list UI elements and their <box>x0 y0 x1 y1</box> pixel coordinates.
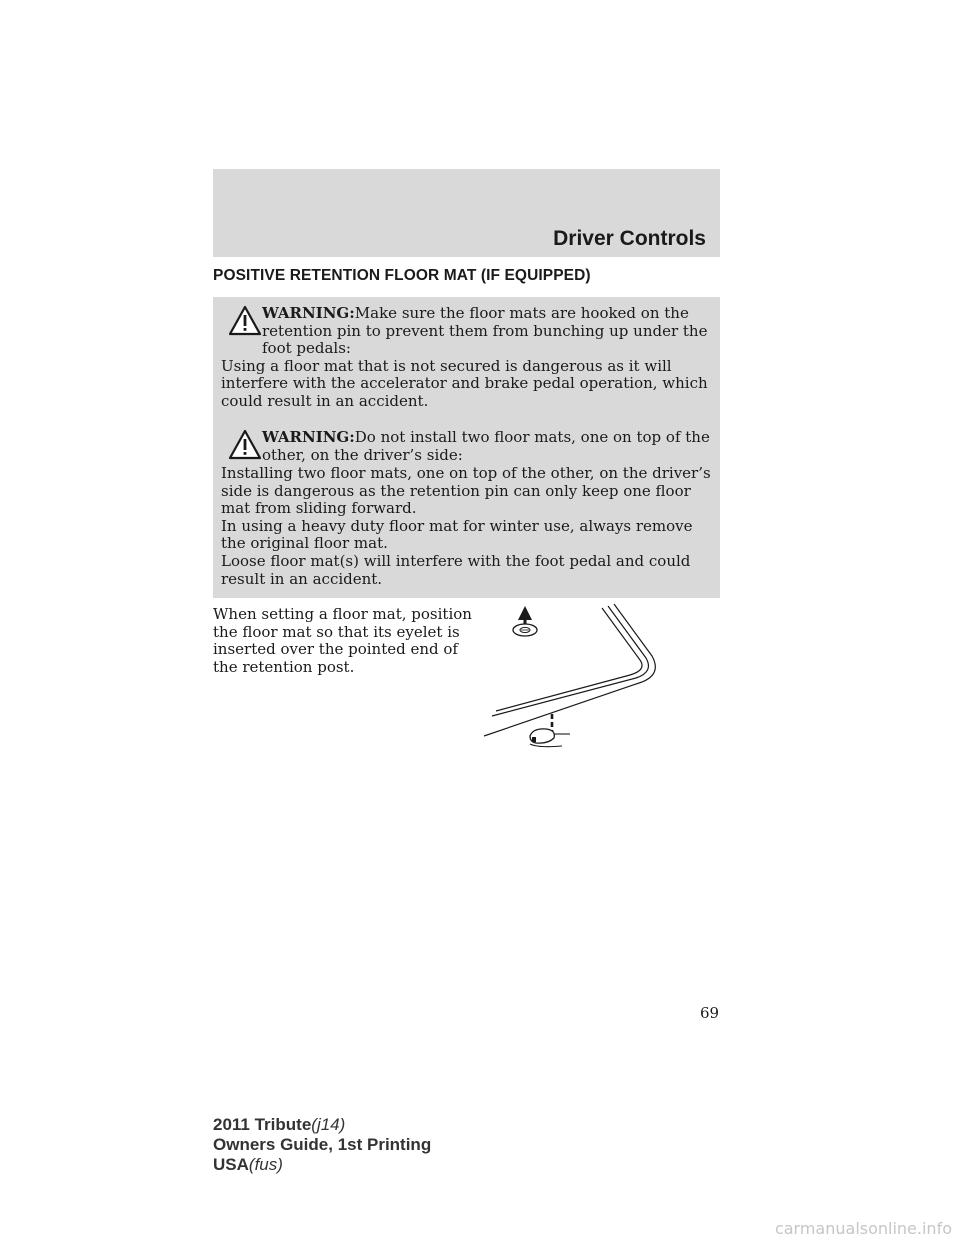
header-band <box>213 169 720 257</box>
floor-mat-illustration <box>478 598 678 758</box>
print-footer <box>213 1115 431 1175</box>
footer-printing: Owners Guide, 1st Printing <box>213 1135 432 1154</box>
section-title: Driver Controls <box>553 227 706 250</box>
footer-market: USA <box>213 1155 249 1174</box>
footer-market-code: (fus) <box>248 1155 283 1174</box>
footer-code: (j14) <box>311 1115 346 1134</box>
warning-box-1 <box>213 297 720 421</box>
warning-label: WARNING: <box>262 428 355 446</box>
page-heading: POSITIVE RETENTION FLOOR MAT (IF EQUIPPED) <box>213 267 591 284</box>
arrow-up-icon <box>518 606 532 620</box>
warning-triangle-icon <box>228 429 262 460</box>
warning-paragraph: In using a heavy duty floor mat for winter use, always remove the original floor mat. <box>221 516 693 553</box>
warning-box-2 <box>213 421 720 598</box>
footer-model: 2011 Tribute <box>213 1115 312 1134</box>
warning-paragraph: Installing two floor mats, one on top of the other, on the driver’s side is dangerous as the retention pin can only keep one floor mat from sliding forward. <box>221 464 711 518</box>
warning-paragraph: Using a floor mat that is not secured is dangerous as it will interfere with the accelerator and brake pedal operation, which could result in an accident. <box>221 356 708 410</box>
warning-text: Make sure the floor mats are hooked on the retention pin to prevent them from bunching up under the foot pedals: <box>262 304 708 358</box>
watermark: carmanualsonline.info <box>774 1219 952 1238</box>
page-number: 69 <box>700 1004 720 1022</box>
warning-paragraph: Loose floor mat(s) will interfere with the foot pedal and could result in an accident. <box>221 551 691 588</box>
warning-text: Do not install two floor mats, one on top of the other, on the driver’s side: <box>262 428 710 464</box>
body-text: When setting a floor mat, position the floor mat so that its eyelet is inserted over the pointed end of the retention post. <box>213 605 472 676</box>
warning-triangle-icon <box>228 305 262 336</box>
warning-label: WARNING: <box>262 304 355 322</box>
